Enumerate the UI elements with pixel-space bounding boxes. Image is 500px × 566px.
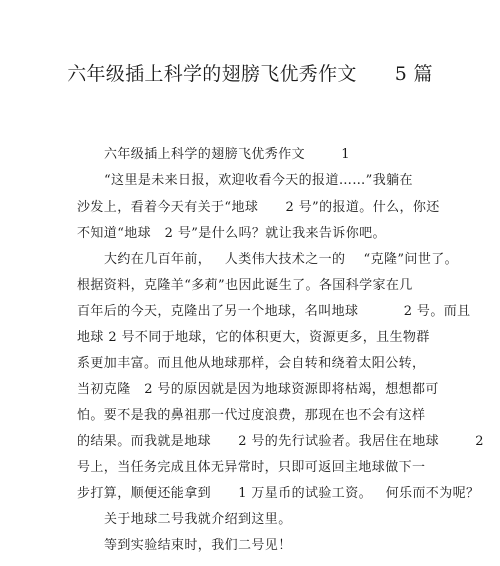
paragraph-line: 不知道“地球 2 号”是什么吗？就让我来告诉你吧。 bbox=[77, 226, 386, 241]
paragraph-line: 沙发上，看着今天有关于“地球 2 号”的报道。什么，你还 bbox=[77, 200, 440, 215]
essay-heading: 六年级插上科学的翅膀飞优秀作文 1 bbox=[104, 147, 350, 162]
paragraph-line: 当初克隆 2 号的原因就是因为地球资源即将枯竭，想想都可 bbox=[77, 382, 439, 397]
paragraph-line: 地球 2 号不同于地球，它的体积更大，资源更多，且生物群 bbox=[77, 330, 430, 345]
paragraph-line: 怕。要不是我的鼻祖那一代过度浪费，那现在也不会有这样 bbox=[77, 408, 426, 423]
paragraph-line: 等到实验结束时，我们二号见！ bbox=[104, 538, 292, 553]
paragraph-line: 大约在几百年前， 人类伟大技术之一的 “克隆”问世了。 bbox=[104, 252, 459, 267]
paragraph-line: 百年后的今天，克隆出了另一个地球，名叫地球 2 号。而且 bbox=[77, 304, 471, 319]
paragraph-line: 号上，当任务完成且体无异常时，只即可返回主地球做下一 bbox=[77, 460, 426, 475]
paragraph-line: “这里是未来日报，欢迎收看今天的报道……”我躺在 bbox=[104, 173, 413, 188]
document-title: 六年级插上科学的翅膀飞优秀作文 5 篇 bbox=[67, 63, 433, 85]
paragraph-line: 的结果。而我就是地球 2 号的先行试验者。我居住在地球 2 bbox=[77, 434, 484, 449]
paragraph-line: 关于地球二号我就介绍到这里。 bbox=[104, 512, 292, 527]
paragraph-line: 根据资料，克隆羊“多莉”也因此诞生了。各国科学家在几 bbox=[77, 278, 413, 293]
paragraph-line: 系更加丰富。而且他从地球那样，会自转和绕着太阳公转， bbox=[77, 356, 426, 371]
paragraph-line: 步打算，顺便还能拿到 1 万星币的试验工资。 何乐而不为呢？ bbox=[77, 486, 480, 501]
